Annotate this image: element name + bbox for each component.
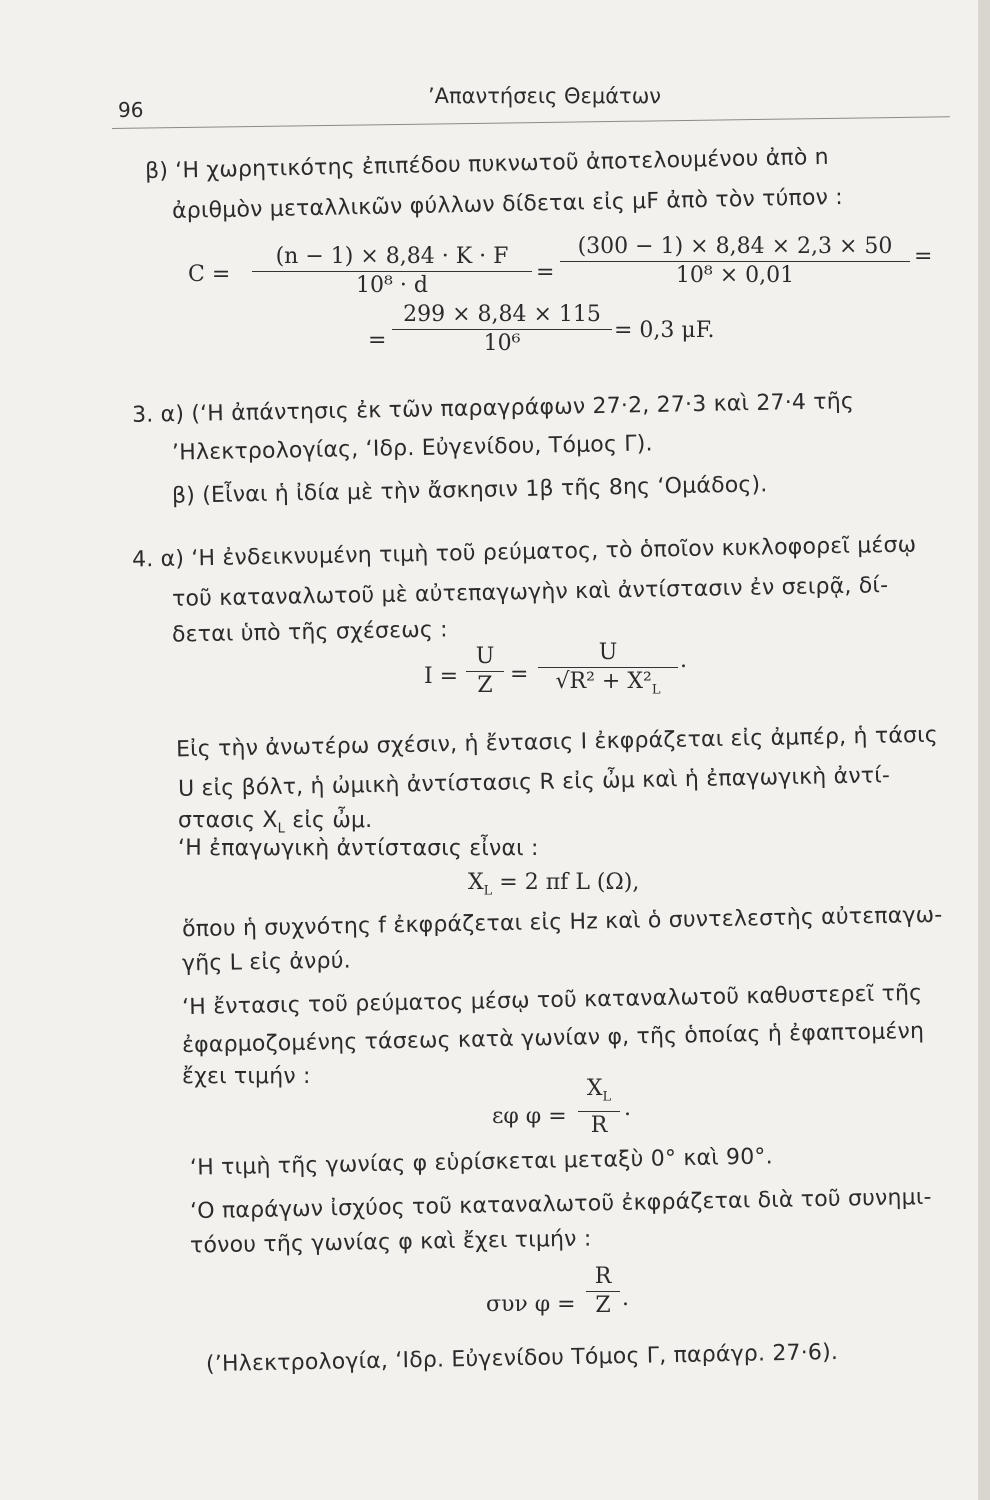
text-line: στασις $X_L$ εἰς ὦμ.: [178, 808, 373, 837]
formula-cos-lhs: συν φ =: [486, 1292, 576, 1317]
denominator: Z: [595, 1293, 611, 1318]
page-number: 96: [118, 98, 144, 122]
formula-c-lhs: C =: [188, 262, 231, 287]
period: .: [624, 1096, 631, 1121]
text-line: Εἰς τὴν ἀνωτέρω σχέσιν, ἡ ἔντασις I ἐκφράζεται εἰς ἀμπέρ, ἡ τάσις: [175, 722, 939, 763]
header-rule: [112, 116, 950, 129]
text-line: 3. α) (‘Η ἀπάντησις ἐκ τῶν παραγράφων 27·2, 27·3 καὶ 27·4 τῆς: [131, 389, 855, 428]
running-title: ’Απαντήσεις Θεμάτων: [428, 84, 662, 108]
formula-i-lhs: I =: [424, 664, 459, 689]
denominator: [556, 669, 661, 703]
denominator: Z: [477, 673, 493, 698]
numerator: U: [475, 644, 495, 669]
denominator: R: [590, 1113, 608, 1139]
fraction-i2: [538, 640, 678, 703]
text-line: U εἰς βόλτ, ἡ ὠμικὴ ἀντίστασις R εἰς ὦμ καὶ ἡ ἐπαγωγικὴ ἀντί-: [177, 763, 891, 802]
equals-sign: =: [510, 662, 529, 687]
numerator: $X_L$: [586, 1076, 612, 1105]
text-line: ’Ηλεκτρολογίας, ‘Ιδρ. Εὐγενίδου, Τόμος Γ).: [171, 431, 653, 466]
text-line: β) ‘Η χωρητικότης ἐπιπέδου πυκνωτοῦ ἀποτελουμένου ἀπὸ n: [144, 144, 830, 185]
text-line: 4. α) ‘Η ἐνδεικνυμένη τιμὴ τοῦ ρεύματος, τὸ ὁποῖον κυκλοφορεῖ μέσῳ: [131, 532, 917, 573]
text-line: ἐφαρμοζομένης τάσεως κατὰ γωνίαν φ, τῆς ὁποίας ἡ ἐφαπτομένη: [181, 1018, 925, 1059]
formula-xl: $X_L = 2$ πf L (Ω),: [468, 870, 640, 899]
subscript-L: L: [651, 682, 661, 698]
text-line: ‘Η ἐπαγωγικὴ ἀντίστασις εἶναι :: [178, 836, 539, 861]
numerator: R: [594, 1264, 612, 1289]
formula-result: = 0,3 μF.: [614, 318, 715, 343]
fraction-i1: [466, 644, 504, 699]
citation: (’Ηλεκτρολογία, ‘Ιδρ. Εὐγενίδου Τόμος Γ, παράγρ. 27·6).: [205, 1339, 839, 1378]
numerator: (n − 1) × 8,84 · K · F: [275, 244, 509, 269]
fraction-bar: [538, 667, 678, 668]
equals-sign: =: [368, 328, 387, 353]
numerator: 299 × 8,84 × 115: [403, 302, 601, 327]
numerator: U: [598, 640, 618, 665]
fraction-cos: [586, 1264, 620, 1319]
fraction-tan: [578, 1076, 620, 1139]
text-line: ὅπου ἡ συχνότης f ἐκφράζεται εἰς Hz καὶ ὁ συντελεστὴς αὐτεπαγω-: [181, 902, 943, 943]
formula-tan-lhs: εφ φ =: [492, 1104, 567, 1129]
equals-sign: =: [914, 244, 933, 269]
text-line: δεται ὑπὸ τῆς σχέσεως :: [171, 617, 448, 648]
fraction-c2: [560, 234, 910, 289]
text-line: β) (Εἶναι ἡ ἰδία μὲ τὴν ἄσκησιν 1β τῆς 8ης ‘Ομάδος).: [171, 472, 768, 509]
text-line: τοῦ καταναλωτοῦ μὲ αὐτεπαγωγὴν καὶ ἀντίστασιν ἐν σειρᾷ, δί-: [171, 573, 889, 612]
fraction-bar: [586, 1291, 620, 1292]
fraction-bar: [578, 1111, 620, 1112]
text-line: ‘Ο παράγων ἰσχύος τοῦ καταναλωτοῦ ἐκφράζεται διὰ τοῦ συνημι-: [189, 1184, 932, 1225]
text-line: τόνου τῆς γωνίας φ καὶ ἔχει τιμήν :: [189, 1226, 592, 1259]
radical: √R² + X²: [555, 669, 652, 694]
period: .: [680, 648, 687, 673]
denominator: 10⁸ × 0,01: [675, 263, 795, 288]
page-edge: [978, 0, 990, 1500]
fraction-bar: [252, 271, 532, 272]
denominator: 10⁸ · d: [356, 273, 428, 298]
period: .: [622, 1286, 629, 1311]
fraction-c1: [252, 244, 532, 299]
fraction-bar: [560, 261, 910, 262]
text-line: ἔχει τιμήν :: [182, 1064, 311, 1089]
equals-sign: =: [536, 260, 555, 285]
numerator: (300 − 1) × 8,84 × 2,3 × 50: [577, 234, 893, 259]
text-line: ‘Η τιμὴ τῆς γωνίας φ εὑρίσκεται μεταξὺ 0° καὶ 90°.: [189, 1144, 774, 1181]
text-line: γῆς L εἰς ἀνρύ.: [181, 948, 352, 977]
fraction-c3: [392, 302, 612, 357]
text-line: ἀριθμὸν μεταλλικῶν φύλλων δίδεται εἰς μF ἀπὸ τὸν τύπον :: [171, 184, 844, 225]
fraction-bar: [466, 671, 504, 672]
fraction-bar: [392, 329, 612, 330]
text-line: ‘Η ἔντασις τοῦ ρεύματος μέσῳ τοῦ καταναλωτοῦ καθυστερεῖ τῆς: [181, 980, 923, 1021]
denominator: 10⁶: [483, 331, 521, 356]
